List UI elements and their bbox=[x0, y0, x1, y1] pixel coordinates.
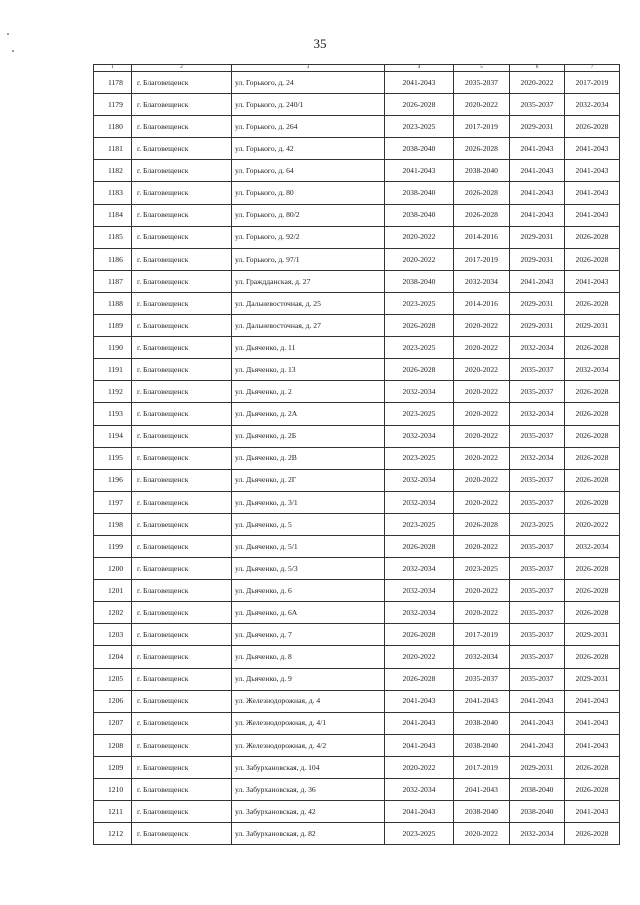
table-row bbox=[94, 535, 620, 557]
period-cell-5: 2020-2022 bbox=[454, 403, 510, 425]
row-number: 1211 bbox=[94, 801, 132, 823]
row-number: 1197 bbox=[94, 491, 132, 513]
city-cell: г. Благовещенск bbox=[132, 204, 232, 226]
period-cell-4: 2032-2034 bbox=[385, 558, 454, 580]
address-cell: ул. Дьяченко, д. 2А bbox=[232, 403, 385, 425]
column-number: 5 bbox=[454, 65, 510, 72]
period-cell-6: 2035-2037 bbox=[510, 602, 565, 624]
period-cell-7: 2041-2043 bbox=[565, 182, 620, 204]
address-cell: ул. Дьяченко, д. 11 bbox=[232, 337, 385, 359]
period-cell-4: 2032-2034 bbox=[385, 602, 454, 624]
period-cell-5: 2032-2034 bbox=[454, 270, 510, 292]
address-cell: ул. Дьяченко, д. 5/1 bbox=[232, 535, 385, 557]
address-cell: ул. Забурхановская, д. 82 bbox=[232, 823, 385, 845]
period-cell-5: 2038-2040 bbox=[454, 160, 510, 182]
column-number: 1 bbox=[94, 65, 132, 72]
period-cell-5: 2017-2019 bbox=[454, 756, 510, 778]
period-cell-7: 2032-2034 bbox=[565, 359, 620, 381]
table-row bbox=[94, 138, 620, 160]
period-cell-6: 2035-2037 bbox=[510, 491, 565, 513]
row-number: 1192 bbox=[94, 381, 132, 403]
period-cell-4: 2023-2025 bbox=[385, 447, 454, 469]
period-cell-5: 2035-2037 bbox=[454, 72, 510, 94]
row-number: 1205 bbox=[94, 668, 132, 690]
city-cell: г. Благовещенск bbox=[132, 712, 232, 734]
row-number: 1182 bbox=[94, 160, 132, 182]
housing-schedule-table bbox=[93, 64, 620, 845]
period-cell-4: 2041-2043 bbox=[385, 160, 454, 182]
city-cell: г. Благовещенск bbox=[132, 535, 232, 557]
row-number: 1210 bbox=[94, 779, 132, 801]
city-cell: г. Благовещенск bbox=[132, 138, 232, 160]
period-cell-5: 2017-2019 bbox=[454, 248, 510, 270]
period-cell-6: 2038-2040 bbox=[510, 801, 565, 823]
address-cell: ул. Дьяченко, д. 5 bbox=[232, 513, 385, 535]
period-cell-5: 2020-2022 bbox=[454, 491, 510, 513]
row-number: 1193 bbox=[94, 403, 132, 425]
row-number: 1186 bbox=[94, 248, 132, 270]
city-cell: г. Благовещенск bbox=[132, 756, 232, 778]
table-row bbox=[94, 292, 620, 314]
period-cell-4: 2041-2043 bbox=[385, 72, 454, 94]
column-number: 4 bbox=[385, 65, 454, 72]
row-number: 1188 bbox=[94, 292, 132, 314]
period-cell-4: 2020-2022 bbox=[385, 226, 454, 248]
period-cell-6: 2035-2037 bbox=[510, 624, 565, 646]
city-cell: г. Благовещенск bbox=[132, 381, 232, 403]
city-cell: г. Благовещенск bbox=[132, 270, 232, 292]
table-row bbox=[94, 602, 620, 624]
address-cell: ул. Дьяченко, д. 2В bbox=[232, 447, 385, 469]
period-cell-5: 2026-2028 bbox=[454, 513, 510, 535]
period-cell-5: 2014-2016 bbox=[454, 292, 510, 314]
table-row bbox=[94, 160, 620, 182]
address-cell: ул. Дьяченко, д. 6А bbox=[232, 602, 385, 624]
row-number: 1184 bbox=[94, 204, 132, 226]
row-number: 1198 bbox=[94, 513, 132, 535]
address-cell: ул. Горького, д. 97/1 bbox=[232, 248, 385, 270]
period-cell-5: 2026-2028 bbox=[454, 138, 510, 160]
address-cell: ул. Дьяченко, д. 2 bbox=[232, 381, 385, 403]
period-cell-6: 2032-2034 bbox=[510, 403, 565, 425]
period-cell-6: 2035-2037 bbox=[510, 535, 565, 557]
table-row bbox=[94, 690, 620, 712]
row-number: 1206 bbox=[94, 690, 132, 712]
period-cell-6: 2029-2031 bbox=[510, 292, 565, 314]
period-cell-4: 2041-2043 bbox=[385, 734, 454, 756]
period-cell-4: 2041-2043 bbox=[385, 712, 454, 734]
table-row bbox=[94, 182, 620, 204]
row-number: 1194 bbox=[94, 425, 132, 447]
period-cell-6: 2020-2022 bbox=[510, 72, 565, 94]
city-cell: г. Благовещенск bbox=[132, 337, 232, 359]
period-cell-6: 2029-2031 bbox=[510, 756, 565, 778]
period-cell-5: 2020-2022 bbox=[454, 315, 510, 337]
column-number: 2 bbox=[132, 65, 232, 72]
period-cell-7: 2026-2028 bbox=[565, 403, 620, 425]
period-cell-4: 2041-2043 bbox=[385, 690, 454, 712]
city-cell: г. Благовещенск bbox=[132, 248, 232, 270]
period-cell-7: 2041-2043 bbox=[565, 270, 620, 292]
period-cell-6: 2035-2037 bbox=[510, 359, 565, 381]
table-row bbox=[94, 779, 620, 801]
period-cell-7: 2026-2028 bbox=[565, 116, 620, 138]
period-cell-6: 2041-2043 bbox=[510, 712, 565, 734]
period-cell-6: 2035-2037 bbox=[510, 94, 565, 116]
table-row bbox=[94, 580, 620, 602]
period-cell-4: 2032-2034 bbox=[385, 381, 454, 403]
table-row bbox=[94, 381, 620, 403]
address-cell: ул. Дальневосточная, д. 25 bbox=[232, 292, 385, 314]
period-cell-4: 2032-2034 bbox=[385, 491, 454, 513]
table-row bbox=[94, 204, 620, 226]
period-cell-5: 2020-2022 bbox=[454, 94, 510, 116]
period-cell-4: 2026-2028 bbox=[385, 315, 454, 337]
period-cell-7: 2026-2028 bbox=[565, 558, 620, 580]
page-number: 35 bbox=[313, 36, 327, 51]
period-cell-6: 2041-2043 bbox=[510, 160, 565, 182]
period-cell-7: 2041-2043 bbox=[565, 734, 620, 756]
period-cell-7: 2020-2022 bbox=[565, 513, 620, 535]
period-cell-7: 2026-2028 bbox=[565, 248, 620, 270]
period-cell-7: 2041-2043 bbox=[565, 204, 620, 226]
period-cell-7: 2041-2043 bbox=[565, 138, 620, 160]
column-number-row bbox=[94, 65, 620, 72]
period-cell-4: 2023-2025 bbox=[385, 823, 454, 845]
city-cell: г. Благовещенск bbox=[132, 624, 232, 646]
address-cell: ул. Горького, д. 240/1 bbox=[232, 94, 385, 116]
address-cell: ул. Горького, д. 80 bbox=[232, 182, 385, 204]
period-cell-4: 2038-2040 bbox=[385, 138, 454, 160]
table-row bbox=[94, 712, 620, 734]
table-row bbox=[94, 72, 620, 94]
table-row bbox=[94, 270, 620, 292]
period-cell-7: 2029-2031 bbox=[565, 624, 620, 646]
period-cell-6: 2041-2043 bbox=[510, 138, 565, 160]
period-cell-7: 2026-2028 bbox=[565, 226, 620, 248]
period-cell-4: 2023-2025 bbox=[385, 337, 454, 359]
period-cell-6: 2035-2037 bbox=[510, 580, 565, 602]
period-cell-6: 2041-2043 bbox=[510, 734, 565, 756]
period-cell-4: 2023-2025 bbox=[385, 116, 454, 138]
table-row bbox=[94, 248, 620, 270]
period-cell-6: 2035-2037 bbox=[510, 668, 565, 690]
table-row bbox=[94, 668, 620, 690]
city-cell: г. Благовещенск bbox=[132, 359, 232, 381]
period-cell-7: 2026-2028 bbox=[565, 779, 620, 801]
period-cell-6: 2041-2043 bbox=[510, 182, 565, 204]
period-cell-7: 2029-2031 bbox=[565, 315, 620, 337]
period-cell-6: 2035-2037 bbox=[510, 469, 565, 491]
table-row bbox=[94, 337, 620, 359]
period-cell-4: 2020-2022 bbox=[385, 646, 454, 668]
period-cell-5: 2020-2022 bbox=[454, 381, 510, 403]
period-cell-5: 2020-2022 bbox=[454, 425, 510, 447]
period-cell-5: 2020-2022 bbox=[454, 337, 510, 359]
address-cell: ул. Дьяченко, д. 7 bbox=[232, 624, 385, 646]
address-cell: ул. Граждданская, д. 27 bbox=[232, 270, 385, 292]
period-cell-6: 2035-2037 bbox=[510, 381, 565, 403]
city-cell: г. Благовещенск bbox=[132, 116, 232, 138]
table-row bbox=[94, 403, 620, 425]
row-number: 1196 bbox=[94, 469, 132, 491]
period-cell-7: 2029-2031 bbox=[565, 668, 620, 690]
period-cell-5: 2041-2043 bbox=[454, 779, 510, 801]
period-cell-6: 2041-2043 bbox=[510, 204, 565, 226]
city-cell: г. Благовещенск bbox=[132, 403, 232, 425]
city-cell: г. Благовещенск bbox=[132, 646, 232, 668]
address-cell: ул. Дальневосточная, д. 27 bbox=[232, 315, 385, 337]
row-number: 1189 bbox=[94, 315, 132, 337]
city-cell: г. Благовещенск bbox=[132, 801, 232, 823]
period-cell-5: 2023-2025 bbox=[454, 558, 510, 580]
row-number: 1201 bbox=[94, 580, 132, 602]
row-number: 1200 bbox=[94, 558, 132, 580]
address-cell: ул. Железнодорожная, д. 4/1 bbox=[232, 712, 385, 734]
period-cell-7: 2026-2028 bbox=[565, 447, 620, 469]
period-cell-6: 2041-2043 bbox=[510, 690, 565, 712]
period-cell-4: 2020-2022 bbox=[385, 756, 454, 778]
period-cell-5: 2041-2043 bbox=[454, 690, 510, 712]
period-cell-4: 2026-2028 bbox=[385, 94, 454, 116]
row-number: 1199 bbox=[94, 535, 132, 557]
table-row bbox=[94, 491, 620, 513]
period-cell-4: 2032-2034 bbox=[385, 580, 454, 602]
period-cell-6: 2032-2034 bbox=[510, 337, 565, 359]
address-cell: ул. Дьяченко, д. 6 bbox=[232, 580, 385, 602]
city-cell: г. Благовещенск bbox=[132, 94, 232, 116]
table-row bbox=[94, 801, 620, 823]
period-cell-7: 2041-2043 bbox=[565, 712, 620, 734]
address-cell: ул. Горького, д. 264 bbox=[232, 116, 385, 138]
period-cell-7: 2026-2028 bbox=[565, 580, 620, 602]
period-cell-4: 2026-2028 bbox=[385, 535, 454, 557]
city-cell: г. Благовещенск bbox=[132, 425, 232, 447]
city-cell: г. Благовещенск bbox=[132, 447, 232, 469]
city-cell: г. Благовещенск bbox=[132, 491, 232, 513]
period-cell-5: 2020-2022 bbox=[454, 359, 510, 381]
address-cell: ул. Дьяченко, д. 5/3 bbox=[232, 558, 385, 580]
row-number: 1190 bbox=[94, 337, 132, 359]
period-cell-7: 2026-2028 bbox=[565, 646, 620, 668]
period-cell-6: 2029-2031 bbox=[510, 226, 565, 248]
row-number: 1212 bbox=[94, 823, 132, 845]
row-number: 1183 bbox=[94, 182, 132, 204]
period-cell-6: 2038-2040 bbox=[510, 779, 565, 801]
period-cell-4: 2032-2034 bbox=[385, 779, 454, 801]
period-cell-6: 2032-2034 bbox=[510, 447, 565, 469]
period-cell-5: 2020-2022 bbox=[454, 580, 510, 602]
period-cell-5: 2038-2040 bbox=[454, 801, 510, 823]
table-row bbox=[94, 513, 620, 535]
city-cell: г. Благовещенск bbox=[132, 72, 232, 94]
period-cell-6: 2029-2031 bbox=[510, 315, 565, 337]
city-cell: г. Благовещенск bbox=[132, 602, 232, 624]
address-cell: ул. Забурхановская, д. 42 bbox=[232, 801, 385, 823]
period-cell-4: 2032-2034 bbox=[385, 425, 454, 447]
period-cell-5: 2020-2022 bbox=[454, 469, 510, 491]
period-cell-5: 2035-2037 bbox=[454, 668, 510, 690]
row-number: 1203 bbox=[94, 624, 132, 646]
period-cell-6: 2029-2031 bbox=[510, 248, 565, 270]
period-cell-4: 2023-2025 bbox=[385, 292, 454, 314]
address-cell: ул. Забурхановская, д. 36 bbox=[232, 779, 385, 801]
period-cell-5: 2020-2022 bbox=[454, 823, 510, 845]
row-number: 1207 bbox=[94, 712, 132, 734]
city-cell: г. Благовещенск bbox=[132, 734, 232, 756]
address-cell: ул. Дьяченко, д. 2Г bbox=[232, 469, 385, 491]
table-row bbox=[94, 425, 620, 447]
row-number: 1187 bbox=[94, 270, 132, 292]
address-cell: ул. Дьяченко, д. 2Б bbox=[232, 425, 385, 447]
period-cell-7: 2032-2034 bbox=[565, 535, 620, 557]
period-cell-6: 2035-2037 bbox=[510, 646, 565, 668]
period-cell-5: 2026-2028 bbox=[454, 182, 510, 204]
city-cell: г. Благовещенск bbox=[132, 292, 232, 314]
period-cell-5: 2038-2040 bbox=[454, 712, 510, 734]
period-cell-6: 2029-2031 bbox=[510, 116, 565, 138]
address-cell: ул. Забурхановская, д. 104 bbox=[232, 756, 385, 778]
row-number: 1208 bbox=[94, 734, 132, 756]
row-number: 1195 bbox=[94, 447, 132, 469]
period-cell-7: 2026-2028 bbox=[565, 491, 620, 513]
address-cell: ул. Горького, д. 92/2 bbox=[232, 226, 385, 248]
address-cell: ул. Горького, д. 24 bbox=[232, 72, 385, 94]
row-number: 1202 bbox=[94, 602, 132, 624]
row-number: 1179 bbox=[94, 94, 132, 116]
city-cell: г. Благовещенск bbox=[132, 690, 232, 712]
period-cell-5: 2014-2016 bbox=[454, 226, 510, 248]
table-row bbox=[94, 558, 620, 580]
address-cell: ул. Железнодорожная, д. 4 bbox=[232, 690, 385, 712]
period-cell-5: 2032-2034 bbox=[454, 646, 510, 668]
period-cell-7: 2032-2034 bbox=[565, 94, 620, 116]
table-row bbox=[94, 823, 620, 845]
period-cell-6: 2023-2025 bbox=[510, 513, 565, 535]
period-cell-7: 2041-2043 bbox=[565, 690, 620, 712]
city-cell: г. Благовещенск bbox=[132, 160, 232, 182]
city-cell: г. Благовещенск bbox=[132, 226, 232, 248]
address-cell: ул. Дьяченко, д. 8 bbox=[232, 646, 385, 668]
period-cell-4: 2023-2025 bbox=[385, 403, 454, 425]
period-cell-5: 2026-2028 bbox=[454, 204, 510, 226]
scan-speck bbox=[7, 33, 9, 35]
period-cell-7: 2026-2028 bbox=[565, 425, 620, 447]
period-cell-7: 2041-2043 bbox=[565, 160, 620, 182]
period-cell-4: 2020-2022 bbox=[385, 248, 454, 270]
row-number: 1204 bbox=[94, 646, 132, 668]
period-cell-7: 2026-2028 bbox=[565, 292, 620, 314]
period-cell-6: 2041-2043 bbox=[510, 270, 565, 292]
period-cell-6: 2035-2037 bbox=[510, 425, 565, 447]
period-cell-4: 2026-2028 bbox=[385, 359, 454, 381]
address-cell: ул. Горького, д. 42 bbox=[232, 138, 385, 160]
row-number: 1178 bbox=[94, 72, 132, 94]
row-number: 1185 bbox=[94, 226, 132, 248]
row-number: 1180 bbox=[94, 116, 132, 138]
city-cell: г. Благовещенск bbox=[132, 823, 232, 845]
table-row bbox=[94, 734, 620, 756]
column-number: 3 bbox=[232, 65, 385, 72]
period-cell-4: 2026-2028 bbox=[385, 668, 454, 690]
city-cell: г. Благовещенск bbox=[132, 580, 232, 602]
table-row bbox=[94, 447, 620, 469]
column-number: 7 bbox=[565, 65, 620, 72]
period-cell-5: 2038-2040 bbox=[454, 734, 510, 756]
table-row bbox=[94, 469, 620, 491]
period-cell-7: 2026-2028 bbox=[565, 337, 620, 359]
period-cell-5: 2017-2019 bbox=[454, 624, 510, 646]
period-cell-7: 2026-2028 bbox=[565, 602, 620, 624]
row-number: 1181 bbox=[94, 138, 132, 160]
period-cell-7: 2026-2028 bbox=[565, 381, 620, 403]
period-cell-7: 2017-2019 bbox=[565, 72, 620, 94]
address-cell: ул. Горького, д. 64 bbox=[232, 160, 385, 182]
period-cell-4: 2032-2034 bbox=[385, 469, 454, 491]
city-cell: г. Благовещенск bbox=[132, 469, 232, 491]
period-cell-6: 2032-2034 bbox=[510, 823, 565, 845]
period-cell-7: 2026-2028 bbox=[565, 756, 620, 778]
table-row bbox=[94, 94, 620, 116]
period-cell-5: 2020-2022 bbox=[454, 535, 510, 557]
period-cell-7: 2026-2028 bbox=[565, 823, 620, 845]
period-cell-4: 2041-2043 bbox=[385, 801, 454, 823]
address-cell: ул. Горького, д. 80/2 bbox=[232, 204, 385, 226]
period-cell-7: 2041-2043 bbox=[565, 801, 620, 823]
scan-speck bbox=[12, 50, 14, 52]
city-cell: г. Благовещенск bbox=[132, 558, 232, 580]
address-cell: ул. Дьяченко, д. 9 bbox=[232, 668, 385, 690]
row-number: 1209 bbox=[94, 756, 132, 778]
table-row bbox=[94, 226, 620, 248]
period-cell-5: 2020-2022 bbox=[454, 447, 510, 469]
period-cell-7: 2026-2028 bbox=[565, 469, 620, 491]
period-cell-6: 2035-2037 bbox=[510, 558, 565, 580]
address-cell: ул. Дьяченко, д. 13 bbox=[232, 359, 385, 381]
address-cell: ул. Дьяченко, д. 3/1 bbox=[232, 491, 385, 513]
table-row bbox=[94, 624, 620, 646]
city-cell: г. Благовещенск bbox=[132, 668, 232, 690]
city-cell: г. Благовещенск bbox=[132, 315, 232, 337]
row-number: 1191 bbox=[94, 359, 132, 381]
table-row bbox=[94, 315, 620, 337]
period-cell-5: 2017-2019 bbox=[454, 116, 510, 138]
column-number: 6 bbox=[510, 65, 565, 72]
period-cell-4: 2023-2025 bbox=[385, 513, 454, 535]
address-cell: ул. Железнодорожная, д. 4/2 bbox=[232, 734, 385, 756]
period-cell-4: 2038-2040 bbox=[385, 270, 454, 292]
period-cell-4: 2038-2040 bbox=[385, 204, 454, 226]
city-cell: г. Благовещенск bbox=[132, 513, 232, 535]
period-cell-5: 2020-2022 bbox=[454, 602, 510, 624]
table-row bbox=[94, 646, 620, 668]
city-cell: г. Благовещенск bbox=[132, 779, 232, 801]
period-cell-4: 2038-2040 bbox=[385, 182, 454, 204]
city-cell: г. Благовещенск bbox=[132, 182, 232, 204]
period-cell-4: 2026-2028 bbox=[385, 624, 454, 646]
table-row bbox=[94, 756, 620, 778]
table-row bbox=[94, 359, 620, 381]
table-row bbox=[94, 116, 620, 138]
